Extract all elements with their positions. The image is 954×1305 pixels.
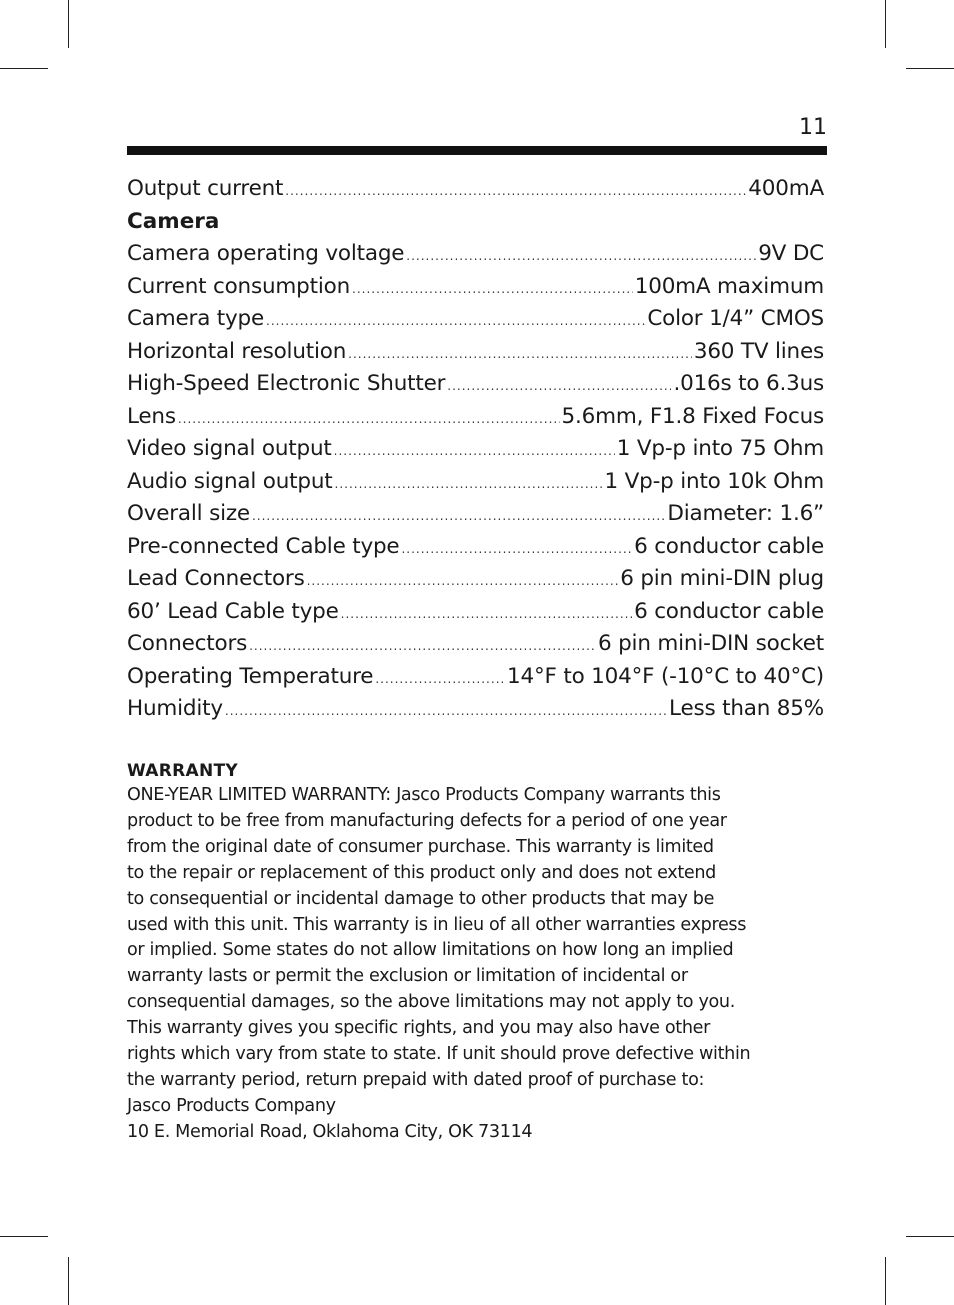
spec-row [127,401,824,434]
spec-label: Humidity [127,696,223,721]
spec-label: Camera operating voltage [127,241,405,266]
spec-value: 6 pin mini-DIN plug [620,566,824,591]
spec-row [127,466,824,499]
spec-row [127,661,824,694]
spec-label: Lens [127,403,176,429]
spec-value: 1 Vp-p into 75 Ohm [616,436,824,461]
spec-value: .016s to 6.3us [673,371,824,396]
spec-value: 1 Vp-p into 10k Ohm [604,468,824,494]
dot-leader [252,500,665,533]
dot-leader [266,305,645,338]
warranty-line: Jasco Products Company [127,1095,336,1116]
spec-row [127,433,824,466]
spec-value: 6 conductor cable [634,533,824,559]
dot-leader [341,598,632,631]
spec-label: Overall size [127,501,250,526]
section-heading-camera: Camera [127,208,220,234]
crop-mark-bottom-left-horizontal [0,1236,48,1237]
crop-mark-top-right-horizontal [906,68,954,69]
spec-row [127,531,824,564]
spec-label: Video signal output [127,436,332,461]
crop-mark-top-left-vertical [68,0,69,48]
spec-row [127,563,824,596]
dot-leader [406,240,756,273]
dot-leader [249,630,596,663]
warranty-line: rights which vary from state to state. If unit should prove defective within [127,1044,751,1065]
spec-value: Diameter: 1.6” [667,501,824,526]
spec-value: 6 pin mini-DIN socket [597,631,824,656]
warranty-line: to consequential or incidental damage to other products that may be [127,888,715,909]
warranty-line: product to be free from manufacturing defects for a period of one year [127,810,727,831]
spec-label: Operating Temperature [127,663,374,689]
header-rule [127,146,827,155]
spec-row [127,303,824,336]
crop-mark-bottom-left-vertical [68,1257,69,1305]
warranty-line: warranty lasts or permit the exclusion or limitation of incidental or [127,966,688,987]
spec-row [127,693,824,726]
spec-list [127,173,824,726]
dot-leader [178,403,560,436]
crop-mark-top-right-vertical [885,0,886,48]
page-number: 11 [799,115,827,140]
warranty-line: to the repair or replacement of this product only and does not extend [127,862,717,883]
spec-label: Audio signal output [127,468,333,494]
warranty-line: This warranty gives you specific rights, and you may also have other [127,1018,710,1039]
spec-value: 9V DC [758,241,824,266]
warranty-line: ONE-YEAR LIMITED WARRANTY: Jasco Products Company warrants this [127,785,721,805]
spec-label: High-Speed Electronic Shutter [127,371,446,396]
dot-leader [307,565,619,598]
spec-value: 360 TV lines [693,338,824,364]
spec-row [127,498,824,531]
spec-row [127,336,824,369]
spec-value: Less than 85% [669,696,824,721]
spec-row [127,271,824,304]
spec-label: 60’ Lead Cable type [127,598,339,624]
spec-label: Output current [127,176,284,201]
dot-leader [375,663,505,696]
spec-label: Camera type [127,306,265,331]
spec-label: Pre-connected Cable type [127,533,400,559]
crop-mark-top-left-horizontal [0,68,48,69]
spec-row [127,628,824,661]
spec-row [127,173,824,206]
spec-row [127,238,824,271]
dot-leader [401,533,632,566]
dot-leader [447,370,671,403]
spec-value: 14°F to 104°F (-10°C to 40°C) [507,663,824,689]
warranty-heading: WARRANTY [127,761,239,781]
dot-leader [225,695,667,728]
spec-value: Color 1/4” CMOS [647,306,824,331]
warranty-line: or implied. Some states do not allow limitations on how long an implied [127,940,734,961]
dot-leader [335,468,603,501]
spec-row [127,368,824,401]
spec-value: 100mA maximum [634,273,824,299]
warranty-line: 10 E. Memorial Road, Oklahoma City, OK 73114 [127,1121,533,1142]
dot-leader [285,175,746,208]
dot-leader [352,273,633,306]
spec-label: Horizontal resolution [127,338,347,364]
spec-value: 6 conductor cable [634,598,824,624]
dot-leader [334,435,615,468]
spec-label: Connectors [127,631,248,656]
warranty-line: used with this unit. This warranty is in lieu of all other warranties express [127,914,747,935]
warranty-line: the warranty period, return prepaid with dated proof of purchase to: [127,1069,705,1090]
crop-mark-bottom-right-vertical [885,1257,886,1305]
warranty-line: from the original date of consumer purchase. This warranty is limited [127,836,714,857]
warranty-section [127,759,832,1146]
camera-spec-rows [127,238,824,726]
spec-value: 400mA [748,176,824,201]
spec-label: Current consumption [127,273,350,299]
spec-value: 5.6mm, F1.8 Fixed Focus [561,403,824,429]
warranty-line: consequential damages, so the above limitations may not apply to you. [127,992,735,1013]
spec-row [127,596,824,629]
crop-mark-bottom-right-horizontal [906,1236,954,1237]
spec-label: Lead Connectors [127,566,305,591]
warranty-text [127,783,832,1146]
dot-leader [348,338,692,371]
